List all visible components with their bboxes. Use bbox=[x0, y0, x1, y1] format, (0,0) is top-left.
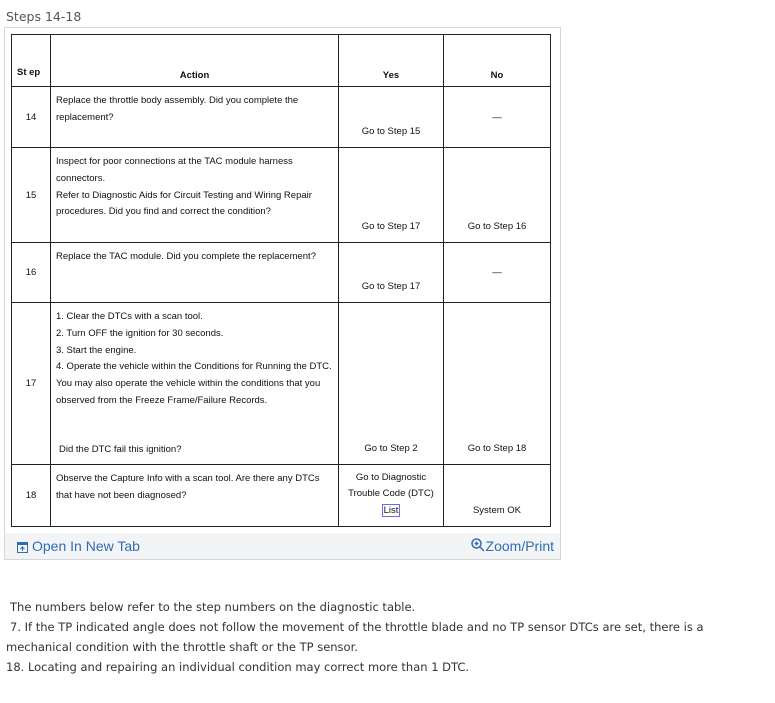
no-result: Go to Step 16 bbox=[444, 148, 551, 243]
action-text: Replace the TAC module. Did you complete the replacement? bbox=[51, 243, 339, 303]
header-action: Action bbox=[51, 35, 339, 87]
table-footer bbox=[5, 535, 560, 559]
table-frame bbox=[4, 27, 561, 560]
table-row bbox=[12, 303, 551, 465]
action-text bbox=[51, 148, 339, 243]
action-question: Did the DTC fail this ignition? bbox=[59, 444, 182, 456]
open-new-tab-label: Open In New Tab bbox=[32, 538, 140, 554]
yes-result: Go to Step 2 bbox=[339, 303, 444, 465]
table-row bbox=[12, 243, 551, 303]
action-line: 1. Clear the DTCs with a scan tool. bbox=[56, 311, 203, 322]
step-number: 17 bbox=[12, 303, 51, 465]
action-line: Inspect for poor connections at the TAC module harness connectors. bbox=[56, 156, 293, 184]
header-no: No bbox=[444, 35, 551, 87]
yes-result bbox=[339, 465, 444, 527]
zoom-print-link[interactable] bbox=[471, 538, 554, 554]
yes-result: Go to Step 15 bbox=[339, 87, 444, 148]
section-title: Steps 14-18 bbox=[6, 9, 82, 24]
header-row bbox=[12, 35, 551, 87]
zoom-print-label: Zoom/Print bbox=[485, 538, 554, 554]
note-item: 18. Locating and repairing an individual condition may correct more than 1 DTC. bbox=[6, 660, 470, 674]
action-line: 3. Start the engine. bbox=[56, 344, 137, 356]
no-result: — bbox=[444, 87, 551, 148]
action-text bbox=[51, 303, 339, 465]
header-step: St ep bbox=[12, 35, 51, 87]
yes-text: Go to Diagnostic Trouble Code (DTC) bbox=[348, 471, 434, 500]
no-result: System OK bbox=[444, 465, 551, 527]
step-number: 18 bbox=[12, 465, 51, 527]
action-line: 2. Turn OFF the ignition for 30 seconds. bbox=[56, 327, 224, 339]
dtc-list-link[interactable]: List bbox=[383, 505, 399, 517]
action-line: Refer to Diagnostic Aids for Circuit Testing and Wiring Repair procedures. Did you find and correct the condition? bbox=[56, 189, 312, 218]
zoom-in-icon bbox=[471, 538, 485, 552]
action-text: Replace the throttle body assembly. Did you complete the replacement? bbox=[51, 87, 339, 148]
no-result: — bbox=[444, 243, 551, 303]
header-yes: Yes bbox=[339, 35, 444, 87]
table-row bbox=[12, 87, 551, 148]
diagnostic-table bbox=[11, 34, 551, 527]
note-intro: The numbers below refer to the step numbers on the diagnostic table. bbox=[10, 600, 416, 614]
step-number: 15 bbox=[12, 148, 51, 243]
table-row bbox=[12, 148, 551, 243]
note-item: 7. If the TP indicated angle does not follow the movement of the throttle blade and no TP sensor DTCs are set, there is a mechanical condition with the throttle shaft or the TP sensor. bbox=[6, 620, 704, 654]
open-new-tab-link[interactable] bbox=[17, 538, 140, 554]
table-row bbox=[12, 465, 551, 527]
step-number: 16 bbox=[12, 243, 51, 303]
yes-result: Go to Step 17 bbox=[339, 243, 444, 303]
open-new-tab-icon bbox=[17, 542, 28, 553]
action-line: 4. Operate the vehicle within the Conditions for Running the DTC. You may also operate the vehicle within the conditions that you observed from the Freeze Frame/Failure Records. bbox=[56, 361, 332, 406]
step-number: 14 bbox=[12, 87, 51, 148]
notes bbox=[6, 597, 771, 677]
action-text: Observe the Capture Info with a scan tool. Are there any DTCs that have not been diagnosed? bbox=[51, 465, 339, 527]
no-result: Go to Step 18 bbox=[444, 303, 551, 465]
yes-result: Go to Step 17 bbox=[339, 148, 444, 243]
